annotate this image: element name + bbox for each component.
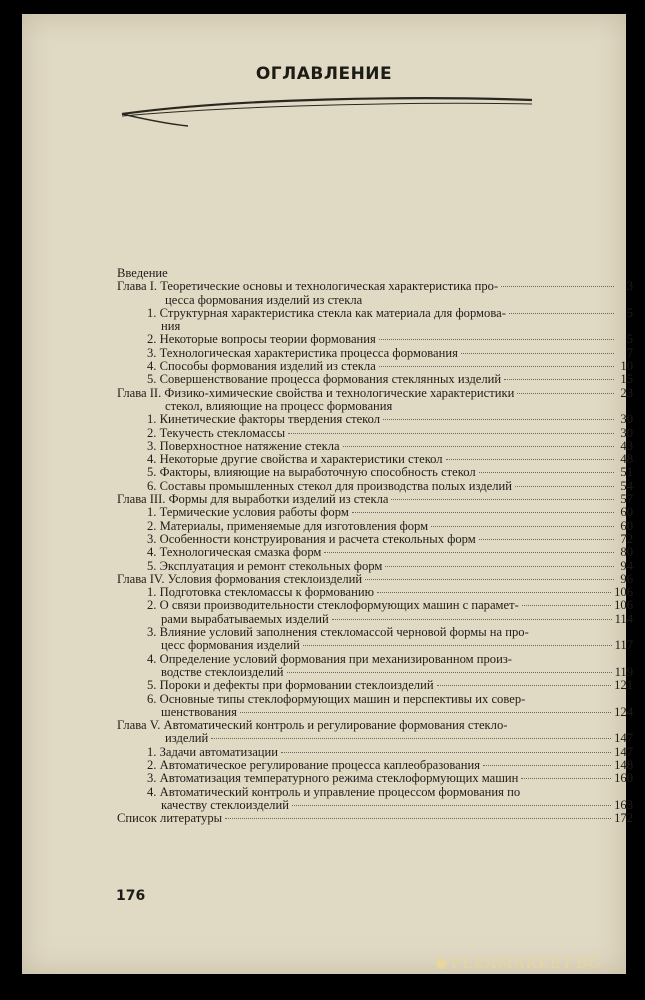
- dot-leader: [292, 805, 611, 806]
- dot-leader: [437, 685, 612, 686]
- table-of-contents: [117, 267, 633, 825]
- dot-leader: [517, 393, 614, 394]
- dot-leader: [479, 539, 614, 540]
- toc-entry-page: 10: [620, 359, 633, 374]
- toc-entry-title: изделий: [165, 732, 209, 746]
- dot-leader: [343, 446, 614, 447]
- toc-entry-title: 3. Поверхностное натяжение стекла: [147, 439, 340, 453]
- toc-entry: [117, 759, 633, 772]
- toc-entry: [117, 546, 633, 559]
- dot-leader: [461, 353, 614, 354]
- toc-entry-title: качеству стеклоизделий: [161, 798, 289, 812]
- toc-entry-title: Глава V. Автоматический контроль и регулирование формования стекло-: [117, 719, 508, 733]
- toc-entry-title: 2. Текучесть стекломассы: [147, 426, 286, 440]
- toc-entry: [117, 520, 633, 533]
- dot-leader: [377, 592, 611, 593]
- toc-entry-title: шенствования: [161, 705, 237, 719]
- dot-leader: [504, 379, 614, 380]
- dot-leader: [522, 605, 611, 606]
- toc-entry: [117, 746, 633, 759]
- toc-entry-page: 72: [620, 531, 633, 546]
- toc-entry: [117, 732, 633, 745]
- toc-entry-page: 117: [614, 638, 633, 653]
- toc-entry-title: Введение: [117, 267, 168, 280]
- toc-entry-title: 1. Кинетические факторы твердения стекол: [147, 413, 381, 427]
- dot-leader: [288, 433, 614, 434]
- toc-entry-page: 48: [620, 452, 633, 467]
- toc-entry: [117, 493, 633, 506]
- toc-entry-page: 3: [626, 279, 633, 294]
- dot-leader: [287, 672, 612, 673]
- toc-entry-page: 43: [620, 438, 633, 453]
- toc-entry-page: 163: [614, 797, 633, 812]
- dot-leader: [385, 566, 614, 567]
- toc-entry-title: 2. О связи производительности стеклоформующих машин с парамет-: [147, 599, 519, 613]
- toc-entry: [117, 466, 633, 479]
- dot-leader: [509, 313, 614, 314]
- toc-entry: [117, 666, 633, 679]
- toc-entry: [117, 786, 633, 799]
- toc-entry-title: Глава IV. Условия формования стеклоизделий: [117, 572, 363, 586]
- toc-entry-title: ния: [161, 320, 181, 334]
- toc-entry: [117, 387, 633, 400]
- toc-entry-page: 54: [620, 478, 633, 493]
- toc-entry-page: 5: [626, 332, 633, 347]
- toc-entry-title: 4. Определение условий формования при механизированном произ-: [147, 652, 512, 666]
- dot-leader: [332, 619, 612, 620]
- toc-entry: [117, 772, 633, 785]
- toc-entry-title: 5. Факторы, влияющие на выработочную способность стекол: [147, 466, 476, 480]
- toc-entry-title: 3. Технологическая характеристика процесса формования: [147, 346, 458, 360]
- dot-leader: [479, 472, 614, 473]
- dot-leader: [225, 818, 611, 819]
- toc-entry: [117, 480, 633, 493]
- watermark-text: FLEAMARKET.BG: [451, 954, 602, 972]
- toc-entry-title: цесса формования изделий из стекла: [165, 293, 363, 307]
- toc-entry: [117, 799, 633, 812]
- toc-entry-title: 1. Задачи автоматизации: [147, 745, 278, 759]
- dot-leader: [352, 512, 614, 513]
- toc-entry-title: 2. Автоматическое регулирование процесса каплеобразования: [147, 758, 481, 772]
- toc-entry-page: 15: [620, 372, 633, 387]
- toc-entry: [117, 719, 633, 732]
- toc-entry-title: 3. Особенности конструирования и расчета стекольных форм: [147, 532, 476, 546]
- toc-entry: [117, 693, 633, 706]
- toc-entry-title: водстве стеклоизделий: [161, 665, 284, 679]
- toc-entry: [117, 307, 633, 320]
- toc-entry-page: 121: [614, 678, 633, 693]
- toc-entry-page: 80: [620, 545, 633, 560]
- dot-leader: [211, 738, 611, 739]
- toc-entry: [117, 400, 633, 413]
- toc-entry: [117, 440, 633, 453]
- toc-entry: [117, 453, 633, 466]
- toc-entry-page: 148: [614, 757, 633, 772]
- dot-leader: [431, 526, 614, 527]
- toc-entry: [117, 533, 633, 546]
- toc-entry: [117, 613, 633, 626]
- toc-entry-title: 2. Материалы, применяемые для изготовления форм: [147, 519, 429, 533]
- toc-entry-title: 1. Структурная характеристика стекла как материала для формова-: [147, 306, 506, 320]
- toc-entry: [117, 626, 633, 639]
- toc-entry: [117, 280, 633, 293]
- toc-entry-title: 4. Технологическая смазка форм: [147, 546, 322, 560]
- toc-entry-title: 5. Совершенствование процесса формования стеклянных изделий: [147, 373, 502, 387]
- toc-entry-title: 4. Некоторые другие свойства и характеристики стекол: [147, 453, 443, 467]
- dot-leader: [521, 778, 611, 779]
- toc-entry-title: 3. Автоматизация температурного режима стеклоформующих машин: [147, 772, 519, 786]
- toc-entry-title: Список литературы: [117, 812, 223, 826]
- toc-entry-page: 106: [614, 585, 633, 600]
- toc-entry-title: 1. Термические условия работы форм: [147, 506, 349, 520]
- toc-entry: [117, 586, 633, 599]
- dot-leader: [383, 419, 614, 420]
- toc-entry-title: Глава II. Физико-химические свойства и технологические характеристики: [117, 386, 515, 400]
- toc-entry-page: 147: [614, 731, 633, 746]
- toc-entry-page: 51: [620, 465, 633, 480]
- title-swash-rule: [118, 94, 536, 128]
- book-page: [22, 14, 633, 974]
- toc-entry: [117, 812, 633, 825]
- toc-entry: [117, 360, 633, 373]
- toc-entry: [117, 427, 633, 440]
- toc-entry-page: 172: [614, 811, 633, 826]
- dot-leader: [365, 579, 614, 580]
- toc-entry: [117, 320, 633, 333]
- toc-entry-page: 30: [620, 412, 633, 427]
- toc-entry-page: 160: [614, 771, 633, 786]
- toc-entry-page: 23: [620, 385, 633, 400]
- page-number: 176: [116, 888, 146, 904]
- toc-entry-page: 106: [614, 598, 633, 613]
- dot-leader: [446, 459, 614, 460]
- toc-entry-title: Глава I. Теоретические основы и технологическая характеристика про-: [117, 280, 499, 294]
- toc-entry: [117, 639, 633, 652]
- toc-entry-page: 96: [620, 571, 633, 586]
- dot-leader: [240, 712, 611, 713]
- dot-leader: [391, 499, 614, 500]
- toc-entry-title: 5. Эксплуатация и ремонт стекольных форм: [147, 559, 383, 573]
- toc-entry-title: 1. Подготовка стекломассы к формованию: [147, 586, 375, 600]
- toc-entry-title: 5. Пороки и дефекты при формовании стеклоизделий: [147, 679, 434, 693]
- toc-entry: [117, 333, 633, 346]
- toc-entry-title: цесс формования изделий: [161, 639, 300, 653]
- toc-entry-title: 6. Составы промышленных стекол для производства полых изделий: [147, 479, 513, 493]
- toc-entry: [117, 679, 633, 692]
- toc-entry-title: 6. Основные типы стеклоформующих машин и перспективы их совер-: [147, 692, 526, 706]
- toc-entry-page: 147: [614, 744, 633, 759]
- toc-entry: [117, 347, 633, 360]
- dot-leader: [324, 552, 614, 553]
- dot-leader: [515, 486, 614, 487]
- toc-entry: [117, 706, 633, 719]
- toc-entry-title: 3. Влияние условий заполнения стекломассой черновой формы на про-: [147, 626, 529, 640]
- toc-entry-page: 7: [626, 345, 633, 360]
- dot-leader: [303, 645, 612, 646]
- watermark-logo-icon: [436, 958, 447, 969]
- toc-entry: [117, 506, 633, 519]
- dot-leader: [281, 752, 611, 753]
- toc-entry: [117, 653, 633, 666]
- toc-entry-page: 5: [626, 305, 633, 320]
- toc-entry: [117, 413, 633, 426]
- toc-entry: [117, 373, 633, 386]
- toc-entry: [117, 560, 633, 573]
- dot-leader: [483, 765, 611, 766]
- toc-entry-title: 4. Способы формования изделий из стекла: [147, 360, 376, 374]
- toc-entry-page: 119: [614, 664, 633, 679]
- toc-entry-title: стекол, влияющие на процесс формования: [165, 399, 393, 413]
- toc-entry: [117, 573, 633, 586]
- toc-entry-page: 60: [620, 518, 633, 533]
- toc-entry-page: 60: [620, 505, 633, 520]
- page-title: ОГЛАВЛЕНИЕ: [255, 64, 393, 84]
- toc-entry-title: 2. Некоторые вопросы теории формования: [147, 333, 376, 347]
- dot-leader: [379, 366, 614, 367]
- toc-entry: [117, 294, 633, 307]
- toc-entry-page: 30: [620, 425, 633, 440]
- toc-entry-page: 94: [620, 558, 633, 573]
- dot-leader: [501, 286, 614, 287]
- toc-entry-page: 114: [614, 611, 633, 626]
- toc-entry-page: 124: [614, 704, 633, 719]
- toc-entry-title: 4. Автоматический контроль и управление процессом формования по: [147, 785, 521, 799]
- toc-entry-page: 57: [620, 492, 633, 507]
- watermark: [436, 954, 602, 972]
- toc-entry-title: Глава III. Формы для выработки изделий из стекла: [117, 493, 389, 507]
- toc-entry: [117, 599, 633, 612]
- dot-leader: [379, 339, 614, 340]
- toc-entry: [117, 267, 633, 280]
- toc-entry-title: рами вырабатываемых изделий: [161, 612, 329, 626]
